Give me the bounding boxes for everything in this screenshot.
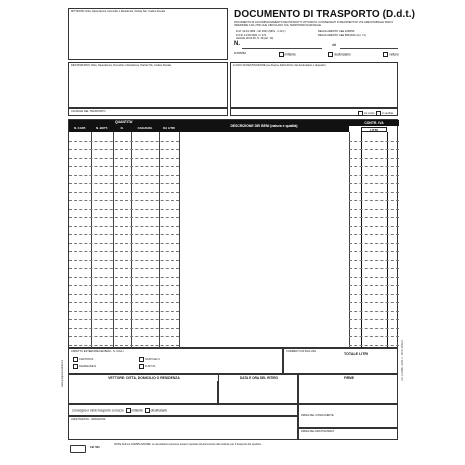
side-website: www.gruppomodulistica.it [61, 360, 64, 387]
delivery-destinatario-checkbox[interactable] [145, 408, 150, 413]
destinatario-checkbox[interactable] [328, 52, 333, 57]
table-row [349, 260, 399, 261]
col-n-cart: N. CART. [69, 125, 91, 132]
mode-mittente[interactable] [279, 52, 296, 57]
mode-row [234, 52, 399, 57]
table-row [69, 328, 179, 329]
table-row [349, 234, 399, 235]
packaging-box [68, 348, 283, 374]
table-row [349, 336, 399, 337]
date-label: del [332, 43, 337, 47]
delivery-mittente-label: mittente [131, 408, 143, 413]
contr-header: CONTR. IVA [349, 120, 399, 126]
destination-box [230, 62, 398, 108]
table-row [69, 277, 179, 278]
pkg-fusti [139, 364, 156, 369]
cartoni-checkbox[interactable] [73, 357, 78, 362]
col-can-dam: CAN./DAM. [131, 125, 159, 132]
footer-notes: NOTE SULLA COMPILAZIONE: Le annotazioni possono essere riportate sul documento dal cedente per il trasporto dei prodotti... [114, 443, 263, 446]
table-column-divider [179, 132, 180, 349]
destination-label: LUOGO DI DESTINAZIONE (se diverso dall'indirizzo del destinatario o deposito) [233, 64, 326, 67]
table-column-divider [349, 132, 350, 349]
number-label: N. [234, 41, 240, 47]
cartoni-label: CARTONI N. [79, 358, 94, 362]
table-row [349, 277, 399, 278]
table-row [349, 345, 399, 346]
mittente-label: mittente [284, 52, 296, 57]
table-row [349, 243, 399, 244]
fusti-checkbox[interactable] [139, 364, 144, 369]
table-row [349, 166, 399, 167]
scatole-label: SCATOLE N. [145, 358, 161, 362]
date-header: DATA E ORA DEL RITIRO [239, 376, 278, 380]
table-row [69, 302, 179, 303]
items-table [68, 119, 398, 348]
col-n-bott: N. BOTT. [91, 125, 113, 132]
table-row [69, 141, 179, 142]
ref-5: LEGGE 18.02.99, N. 28 (art. 10) [236, 37, 274, 40]
table-row [349, 158, 399, 159]
side-edition: ED. 11/2008 - MOD. 2 - ISTR. ABACO [401, 340, 404, 381]
account-box [230, 108, 398, 116]
date-pickup-box [218, 374, 298, 404]
vettore-checkbox[interactable] [383, 52, 388, 57]
destinatario-label: destinatario [334, 52, 351, 57]
table-row [69, 345, 179, 346]
transport-cause-box [68, 108, 228, 116]
ref-1: D.M. 19.04.1999 - GP 2001 (MPG - C.R.F.) [236, 30, 286, 33]
delivery-mittente-checkbox[interactable] [126, 408, 131, 413]
scatole-checkbox[interactable] [139, 357, 144, 362]
table-row [69, 234, 179, 235]
mittente-checkbox[interactable] [279, 52, 284, 57]
publisher-logo [70, 445, 86, 453]
table-row [69, 294, 179, 295]
vettore-box [68, 374, 218, 404]
table-row [69, 166, 179, 167]
table-row [69, 183, 179, 184]
transport-cause-label: CAUSALE DEL TRASPORTO [71, 110, 106, 113]
table-row [349, 209, 399, 210]
sign-driver-label: FIRMA DEL CONDUCENTE [301, 414, 334, 417]
co-conto-label: c/o conto [363, 112, 375, 116]
col-n: N. [113, 125, 131, 132]
mode-destinatario[interactable] [328, 52, 350, 57]
ref-3: D.P.R. 14.08.1996, N. 472 [236, 33, 267, 37]
title-block [232, 8, 416, 60]
table-row [69, 175, 179, 176]
legal-text: DOCUMENTO DI ACCOMPAGNAMENTO DEI PRODOTTI VITIVINICOLI CONSEGNATI IN RECIPIENTI DI VOLUME NOMINALE PARI O INFERIORE A 60 LITRI CHE CIRCOLANO SUL TERRITORIO NAZIONALE [234, 21, 394, 28]
table-row [69, 319, 179, 320]
table-row [349, 251, 399, 252]
pkg-scatole [139, 357, 160, 362]
c-vendita-checkbox[interactable] [376, 111, 381, 116]
table-row [69, 226, 179, 227]
delivery-text: Consegna o inizio trasporto a mezzo [72, 408, 124, 413]
table-row [349, 294, 399, 295]
table-row [69, 158, 179, 159]
delivery-destinatario-label: destinatario [150, 408, 168, 413]
table-row [349, 217, 399, 218]
table-row [69, 243, 179, 244]
footer [68, 442, 398, 456]
recipient-label: DESTINATARIO: Ditta, Dipendenza, Domicilio o Residenza, Partita IVA, Codice Fiscale [71, 64, 172, 67]
damigiane-label: DAMIGIANE N. [79, 365, 97, 369]
document-title: DOCUMENTO DI TRASPORTO (D.d.t.) [234, 9, 416, 20]
annotation-box [68, 416, 298, 440]
table-row [349, 183, 399, 184]
model-code: CB. 563 [90, 446, 100, 449]
table-row [69, 209, 179, 210]
table-row [69, 149, 179, 150]
table-row [69, 268, 179, 269]
mode-vettore[interactable] [383, 52, 399, 57]
date-line [340, 48, 398, 49]
table-row [349, 149, 399, 150]
table-column-divider [113, 132, 114, 349]
account-options [358, 111, 393, 116]
table-row [69, 200, 179, 201]
table-row [349, 302, 399, 303]
number-line [242, 48, 322, 49]
litri-header: LITRI [361, 127, 387, 132]
sender-box [68, 8, 228, 60]
table-row [349, 226, 399, 227]
table-column-divider [361, 132, 362, 349]
table-row [349, 268, 399, 269]
table-column-divider [387, 132, 388, 349]
fusti-label: FUSTI N. [145, 365, 156, 369]
sign-recipient-label: FIRMA DEL DESTINATARIO [301, 430, 335, 433]
quantity-header: QUANTITA' [69, 120, 179, 125]
vettore-label: vettore [389, 52, 399, 57]
table-row [349, 192, 399, 193]
firme-box [298, 374, 398, 404]
sign-driver-box [298, 404, 398, 428]
table-row [69, 336, 179, 337]
annotation-label: ANNOTAZIONI - VARIAZIONI [71, 418, 106, 421]
carrier-label: CORRENTI IVA INCLUSA [286, 350, 317, 353]
table-row [349, 311, 399, 312]
table-row [69, 260, 179, 261]
mode-a-mezzo: a mezzo [234, 51, 247, 55]
table-row [69, 311, 179, 312]
delivery-box [68, 404, 298, 416]
damigiane-checkbox[interactable] [73, 364, 78, 369]
c-vendita-label: c/ vendita [381, 112, 393, 116]
table-row [349, 175, 399, 176]
table-row [349, 200, 399, 201]
vettore-header: VETTORE: DITTA, DOMICILIO O RESIDENZA [69, 375, 219, 381]
table-row [349, 141, 399, 142]
table-row [69, 285, 179, 286]
table-row [349, 285, 399, 286]
table-column-divider [91, 132, 92, 349]
table-row [349, 319, 399, 320]
ref-2: REGOLAMENTO CEE 2238/93 [318, 30, 355, 33]
co-conto-checkbox[interactable] [358, 111, 363, 116]
pkg-damigiane [73, 364, 97, 369]
firme-header: FIRME [344, 376, 354, 380]
table-row [69, 217, 179, 218]
table-column-divider [131, 132, 132, 349]
col-da-litri: DA LITRI [159, 125, 179, 132]
sign-recipient-box [298, 428, 398, 440]
total-label: TOTALE LITRI [344, 352, 369, 356]
table-row [69, 192, 179, 193]
recipient-box [68, 62, 228, 108]
sender-label: MITTENTE: Ditta, Dipendenza, Domicilio o Residenza, Partita IVA, Codice Fiscale [71, 10, 166, 13]
delivery-row [72, 408, 167, 413]
ref-4: REGOLAMENTO CEE 884/2001 (Art. 71) [318, 33, 366, 37]
table-row [69, 251, 179, 252]
pkg-cartoni [73, 357, 94, 362]
carrier-total-box [283, 348, 398, 374]
packaging-label: ASPETTO ESTERIORE DEI BENI - N. COLLI [71, 350, 124, 353]
table-column-divider [159, 132, 160, 349]
table-row [349, 328, 399, 329]
description-header: DESCRIZIONE DEI BENI (natura e qualità) [179, 120, 349, 132]
